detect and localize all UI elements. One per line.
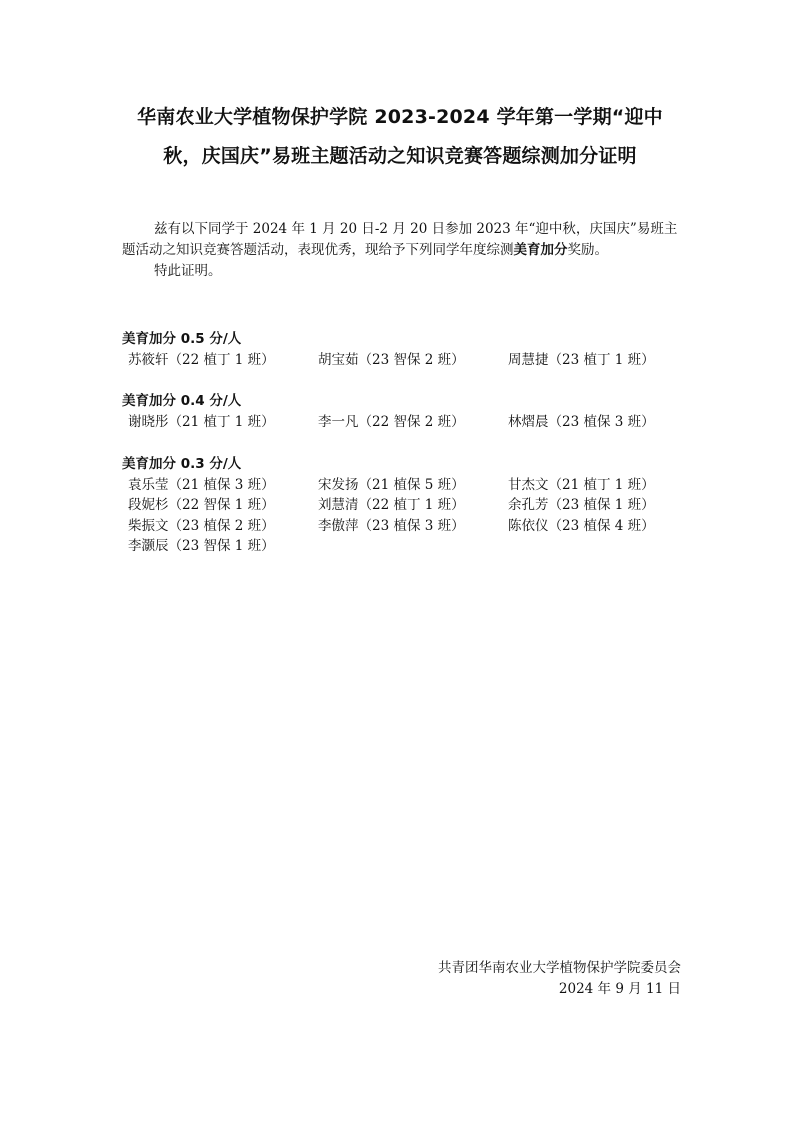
student-entry: 段妮杉（22 智保 1 班）: [128, 497, 275, 513]
student-entry: 余孔芳（23 植保 1 班）: [508, 497, 655, 513]
student-entry: 刘慧清（22 植丁 1 班）: [318, 497, 465, 513]
student-entry: 周慧捷（23 植丁 1 班）: [508, 351, 655, 368]
intro-text: [122, 219, 683, 282]
section-heading: 美育加分 0.4 分/人: [122, 393, 242, 409]
student-entry: 林熠晨（23 植保 3 班）: [508, 413, 655, 430]
student-entry: 李傲萍（23 植保 3 班）: [318, 517, 465, 534]
intro-part2: 奖励。: [567, 242, 608, 258]
section-heading: 美育加分 0.5 分/人: [122, 331, 242, 347]
section-0-5: [122, 329, 683, 370]
student-entry: 袁乐莹（21 植保 3 班）: [128, 476, 275, 493]
student-entry: 李一凡（22 智保 2 班）: [318, 413, 465, 430]
student-entry: 甘杰文（21 植丁 1 班）: [508, 476, 655, 493]
section-heading: 美育加分 0.3 分/人: [122, 456, 242, 472]
student-entry: 谢晓彤（21 植丁 1 班）: [128, 413, 275, 430]
section-0-4: [122, 391, 683, 432]
student-list: [122, 412, 683, 433]
signature-organization: 共青团华南农业大学植物保护学院委员会: [438, 960, 681, 976]
certify-text: 特此证明。: [154, 263, 222, 279]
signature-date: 2024 年 9 月 11 日: [558, 981, 681, 997]
signature-block: [438, 958, 681, 1000]
student-list: [122, 475, 683, 557]
intro-bold: 美育加分: [513, 242, 568, 258]
student-entry: 苏筱轩（22 植丁 1 班）: [128, 351, 275, 368]
intro-part1: 兹有以下同学于 2024 年 1 月 20 日-2 月 20 日参加 2023 年“迎中秋，庆国庆”易班主题活动之知识竞赛答题活动，表现优秀，现给予下列同学年度综测: [122, 221, 678, 258]
student-entry: 宋发扬（21 植保 5 班）: [318, 476, 465, 493]
student-entry: 陈依仪（23 植保 4 班）: [508, 517, 655, 534]
section-0-3: [122, 454, 683, 557]
student-entry: 李灏辰（23 智保 1 班）: [128, 538, 275, 554]
intro-paragraph: [122, 219, 683, 261]
document-title: 华南农业大学植物保护学院 2023-2024 学年第一学期“迎中秋，庆国庆”易班主题活动之知识竞赛答题综测加分证明: [137, 106, 663, 167]
student-entry: 胡宝茹（23 智保 2 班）: [318, 351, 465, 368]
student-entry: 柴振文（23 植保 2 班）: [128, 517, 275, 534]
student-list: [122, 350, 683, 371]
